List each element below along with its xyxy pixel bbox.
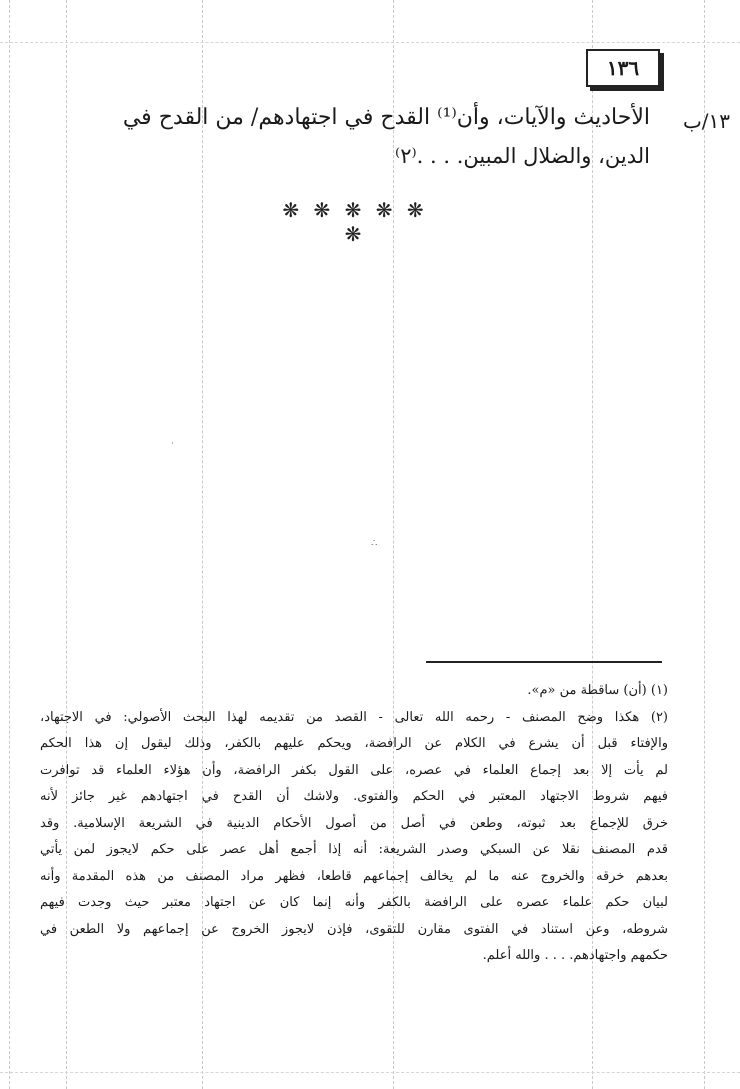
- main-text-line-1: الأحاديث والآيات، وأن⁽¹⁾ القدح في اجتهادهم/ من القدح في: [122, 105, 650, 130]
- footnote-2-line: قدم المصنف نقلا عن السبكي وصدر الشريعة: أنه إذا أجمع أهل عصر على حكم لايجوز لمن يأتي: [40, 842, 668, 857]
- footnote-separator: [426, 661, 662, 663]
- page-number: ١٣٦: [586, 49, 660, 87]
- footnote-2-line: (٢) هكذا وضح المصنف - رحمه الله تعالى - القصد من تقديمه لهذا البحث الأصولي: في الاجتهاد،: [40, 709, 668, 725]
- footnote-2-line: لبيان حكم علماء عصره على الرافضة بالكفر وأنه إنما كان عن اجتهاد معتبر حيث وجدت فيهم: [40, 895, 668, 910]
- footnote-1: (١) (أن) ساقطة من «م».: [527, 683, 668, 698]
- footnote-2-line: بعدهم خرقه والخروج عنه ما لم يخالف إجماعهم قاطعا، فظهر مراد المصنف من هذه المقدمة وأنه: [40, 868, 668, 884]
- footnote-2-line: شروطه، وعن استناد في الفتوى مقارن للتقوى، فإذن لايجوز الخروج عن إجماعهم ولا الطعن في: [40, 921, 668, 937]
- scan-guide-line: [0, 42, 740, 43]
- footnote-2-line: خرق للإجماع بعد ثبوته، وطعن في أصل من أصول الأحكام الدينية في الشريعة الإسلامية. وقد: [40, 815, 668, 831]
- scan-guide-line: [704, 0, 705, 1089]
- footnote-2-line: فيهم شروط الاجتهاد المعتبر في الحكم والفتوى. ولاشك أن القدح في اجتهادهم غير جائز لأنه: [40, 789, 668, 804]
- folio-marker: ١٣/ب: [682, 109, 730, 133]
- scan-speck: ˙: [170, 442, 175, 453]
- footnote-2-line: لم يأت إلا بعد إجماع العلماء في عصره، على القول بكفر الرافضة، وأن هؤلاء العلماء قد توافرت: [40, 762, 668, 778]
- section-break-ornament: ❋ ❋ ❋ ❋ ❋ ❋: [282, 198, 428, 246]
- scan-speck: ∴: [371, 538, 378, 549]
- footnote-2-line: والإفتاء قبل أن يشرع في الكلام عن الرافضة، ويحكم عليهم بالكفر، وذلك ليقول إن هذا الحكم: [40, 736, 668, 751]
- scan-guide-line: [0, 1072, 740, 1073]
- footnotes-block: [40, 678, 668, 970]
- footnote-2-line: حكمهم واجتهادهم. . . . والله أعلم.: [482, 948, 668, 963]
- main-text-line-2: الدين، والضلال المبين. . . .⁽٢⁾: [395, 144, 650, 168]
- scan-guide-line: [9, 0, 10, 1089]
